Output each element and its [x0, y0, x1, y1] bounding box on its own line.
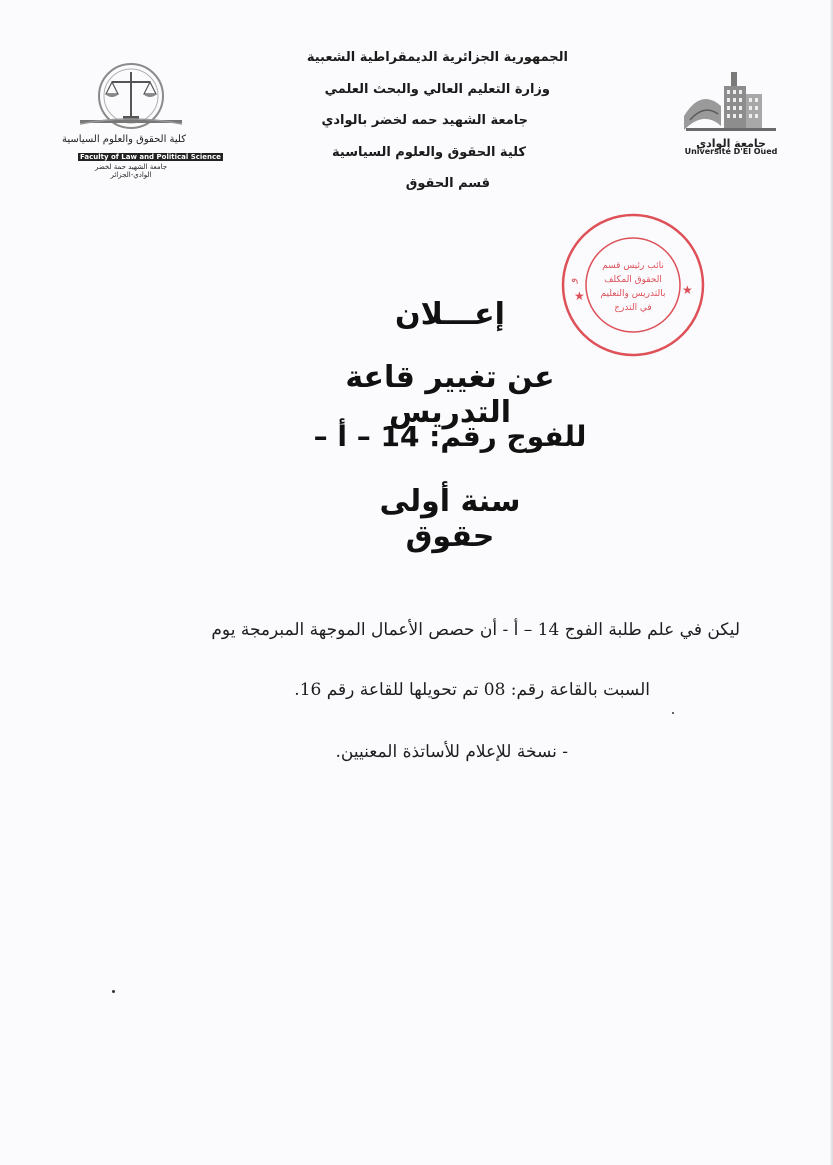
header-republic: الجمهورية الجزائرية الديمقراطية الشعبية: [306, 50, 568, 65]
scan-speck: [112, 990, 115, 993]
announcement-group: للفوج رقم: 14 – أ –: [313, 420, 587, 453]
announcement-subject: عن تغيير قاعة التدريس: [345, 360, 555, 430]
body-line-2: السبت بالقاعة رقم: 08 تم تحويلها للقاعة رقم 16.: [294, 680, 650, 700]
university-logo: [676, 68, 786, 160]
body-line-1: ليكن في علم طلبة الفوج 14 – أ - أن حصص الأعمال الموجهة المبرمجة يوم: [211, 620, 740, 640]
stamp-ring-text: و: [565, 277, 579, 284]
stamp-center-line-2: الحقوق المكلف: [604, 275, 662, 285]
faculty-english-name: Faculty of Law and Political Science: [80, 153, 221, 161]
announcement-title: إعـــلان: [395, 297, 505, 332]
stamp-center-line-3: بالتدريس والتعليم: [600, 289, 666, 299]
university-french-name: Université D'El Oued: [684, 147, 778, 156]
official-stamp: [558, 210, 708, 360]
document-header: [260, 50, 570, 208]
stamp-center-line-4: في التدرج: [614, 303, 652, 313]
header-department: قسم الحقوق: [405, 176, 490, 191]
header-faculty: كلية الحقوق والعلوم السياسية: [332, 144, 526, 160]
announcement-year: سنة أولى حقوق: [379, 484, 521, 554]
scales-of-justice-icon: [76, 60, 186, 132]
stamp-seal-icon: [558, 210, 708, 360]
svg-text:★: ★: [574, 289, 585, 303]
faculty-arabic-name: كلية الحقوق والعلوم السياسية: [62, 134, 186, 145]
svg-text:★: ★: [682, 283, 693, 297]
faculty-arabic-place: الوادي-الجزائر: [110, 171, 152, 179]
university-building-icon: [676, 68, 786, 138]
stamp-center-line-1: نائب رئيس قسم: [602, 261, 664, 271]
header-ministry: وزارة التعليم العالي والبحث العلمي: [324, 81, 550, 97]
university-arabic-name: جامعة الوادي: [696, 137, 766, 150]
faculty-arabic-sub: جامعة الشهيد حمة لخضر: [94, 163, 168, 171]
header-university: جامعة الشهيد حمه لخضر بالوادي: [321, 113, 528, 128]
scan-speck: [672, 712, 674, 714]
faculty-logo: [62, 60, 221, 179]
body-line-3: - نسخة للإعلام للأساتذة المعنيين.: [335, 742, 568, 762]
